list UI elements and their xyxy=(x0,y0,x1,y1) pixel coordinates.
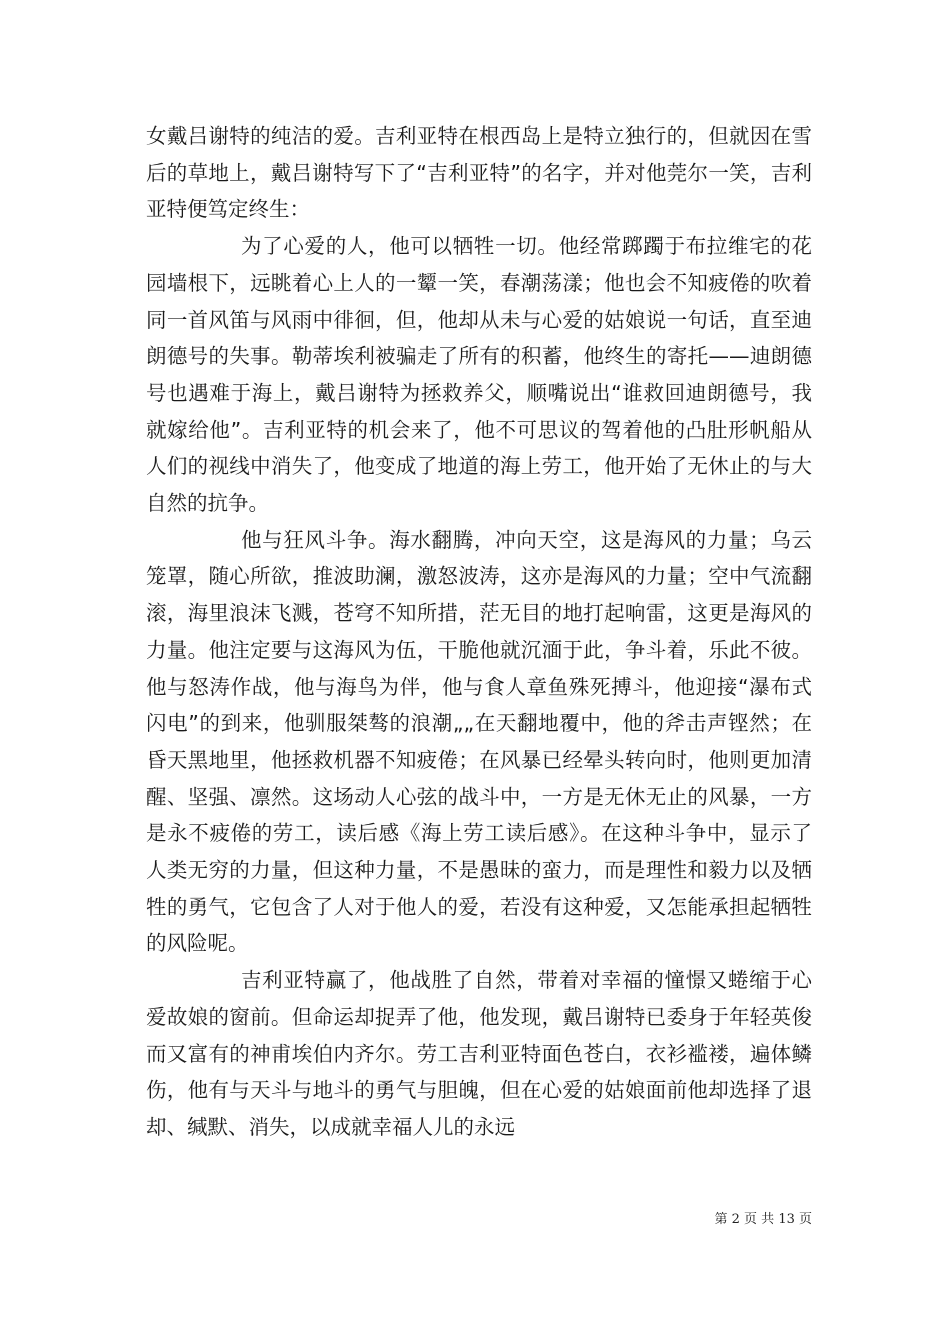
document-body xyxy=(146,118,812,1146)
paragraph-1: 女戴吕谢特的纯洁的爱。吉利亚特在根西岛上是特立独行的，但就因在雪后的草地上，戴吕谢特写下了“吉利亚特”的名字，并对他莞尔一笑，吉利亚特便笃定终生： xyxy=(146,124,812,222)
paragraph-2: 为了心爱的人，他可以牺牲一切。他经常踯躅于布拉维宅的花园墙根下，远眺着心上人的一颦一笑，春潮荡漾；他也会不知疲倦的吹着同一首风笛与风雨中徘徊，但，他却从未与心爱的姑娘说一句话，直至迪朗德号的失事。勒蒂埃利被骗走了所有的积蓄，他终生的寄托——迪朗德号也遇难于海上，戴吕谢特为拯救养父，顺嘴说出“谁救回迪朗德号，我就嫁给他”。吉利亚特的机会来了，他不可思议的驾着他的凸肚形帆船从人们的视线中消失了，他变成了地道的海上劳工，他开始了无休止的与大自然的抗争。 xyxy=(146,234,812,516)
page-number-footer: 第 2 页 共 13 页 xyxy=(714,1212,812,1227)
paragraph-4: 吉利亚特赢了，他战胜了自然，带着对幸福的憧憬又蜷缩于心爱故娘的窗前。但命运却捉弄了他，他发现，戴吕谢特已委身于年轻英俊而又富有的神甫埃伯内齐尔。劳工吉利亚特面色苍白，衣衫褴褛，遍体鳞伤，他有与天斗与地斗的勇气与胆魄，但在心爱的姑娘面前他却选择了退却、缄默、消失，以成就幸福人儿的永远 xyxy=(146,968,812,1139)
paragraph-3: 他与狂风斗争。海水翻腾，冲向天空，这是海风的力量；乌云笼罩，随心所欲，推波助澜，激怒波涛，这亦是海风的力量；空中气流翻滚，海里浪沫飞溅，苍穹不知所措，茫无目的地打起响雷，这更是海风的力量。他注定要与这海风为伍，干脆他就沉湎于此，争斗着，乐此不彼。他与怒涛作战，他与海鸟为伴，他与食人章鱼殊死搏斗，他迎接“瀑布式闪电”的到来，他驯服桀骜的浪潮„„在天翻地覆中，他的斧击声铿然；在昏天黑地里，他拯救机器不知疲倦；在风暴已经晕头转向时，他则更加清醒、坚强、凛然。这场动人心弦的战斗中，一方是无休无止的风暴，一方是永不疲倦的劳工，读后感《海上劳工读后感》。在这种斗争中，显示了人类无穷的力量，但这种力量，不是愚昧的蛮力，而是理性和毅力以及牺牲的勇气，它包含了人对于他人的爱，若没有这种爱，又怎能承担起牺牲的风险呢。 xyxy=(146,527,812,956)
